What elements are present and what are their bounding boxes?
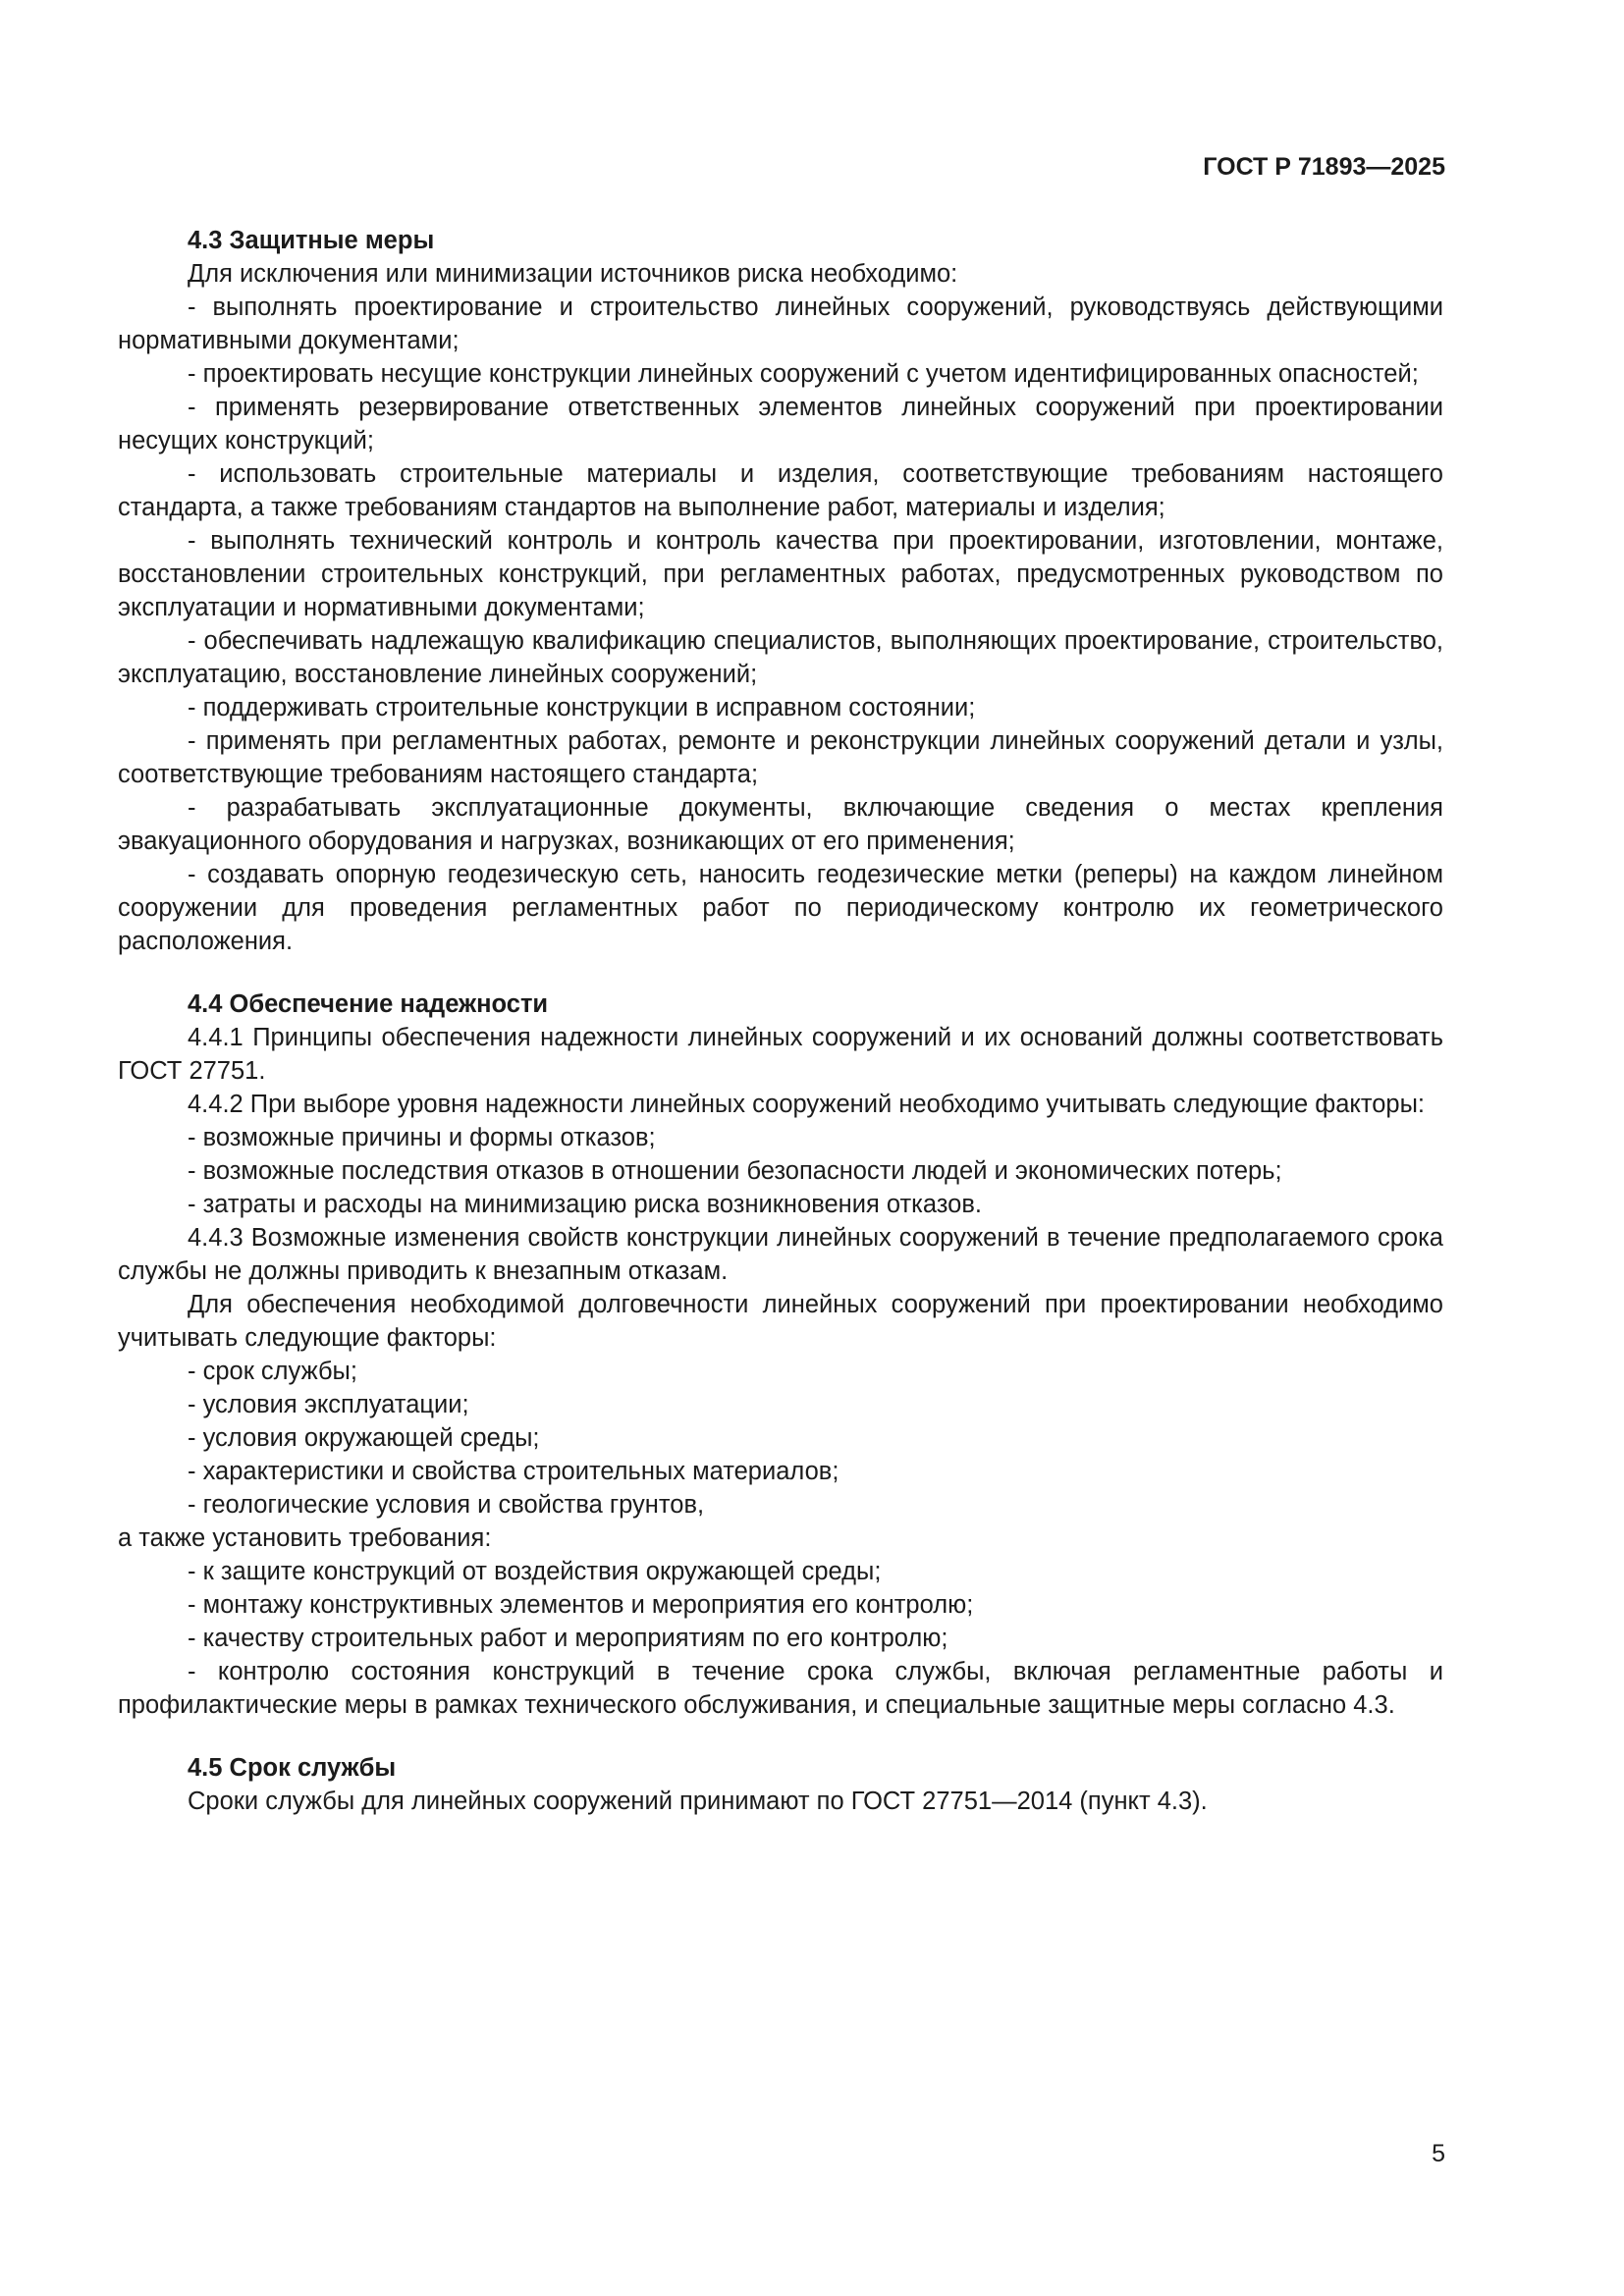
list-item: - затраты и расходы на минимизацию риска возникновения отказов. — [188, 1191, 982, 1218]
list-item: - разрабатывать эксплуатационные документы, включающие сведения о местах крепления эвакуационного оборудования и нагрузках, возникающих от его применения; — [118, 794, 1443, 855]
section-4-5-heading: 4.5 Срок службы — [188, 1754, 397, 1782]
requirements-intro: а также установить требования: — [118, 1524, 492, 1552]
section-4-3-heading: 4.3 Защитные меры — [188, 227, 435, 254]
list-item: - монтажу конструктивных элементов и мероприятия его контролю; — [188, 1591, 974, 1619]
list-item: - применять при регламентных работах, ремонте и реконструкции линейных сооружений детали и узлы, соответствующие требованиям настоящего стандарта; — [118, 727, 1443, 788]
list-item: - характеристики и свойства строительных материалов; — [188, 1458, 839, 1485]
list-item: - выполнять проектирование и строительство линейных сооружений, руководствуясь действующими нормативными документами; — [118, 294, 1443, 354]
list-item: - геологические условия и свойства грунтов, — [188, 1491, 705, 1519]
list-item: - качеству строительных работ и мероприятиям по его контролю; — [188, 1625, 948, 1652]
list-item: - создавать опорную геодезическую сеть, наносить геодезические метки (реперы) на каждом линейном сооружении для проведения регламентных работ по периодическому контролю их геометрического расположения. — [118, 861, 1443, 955]
list-item: - условия эксплуатации; — [188, 1391, 469, 1418]
list-item: - возможные причины и формы отказов; — [188, 1124, 656, 1151]
document-id-header: ГОСТ Р 71893—2025 — [1203, 153, 1445, 181]
list-item: - поддерживать строительные конструкции в исправном состоянии; — [188, 694, 976, 721]
section-4-3 — [118, 224, 1443, 958]
paragraph-4-4-3: 4.4.3 Возможные изменения свойств конструкции линейных сооружений в течение предполагаемого срока службы не должны приводить к внезапным отказам. — [118, 1224, 1443, 1285]
list-item: - контролю состояния конструкций в течение срока службы, включая регламентные работы и профилактические меры в рамках технического обслуживания, и специальные защитные меры согласно 4.3. — [118, 1658, 1443, 1719]
list-item: - условия окружающей среды; — [188, 1424, 540, 1452]
section-4-3-intro: Для исключения или минимизации источников риска необходимо: — [188, 260, 958, 288]
section-4-4 — [118, 988, 1443, 1722]
section-4-5 — [118, 1751, 1443, 1818]
list-item: - срок службы; — [188, 1358, 357, 1385]
list-item: - выполнять технический контроль и контроль качества при проектировании, изготовлении, монтаже, восстановлении строительных конструкций, при регламентных работах, предусмотренных руководством по эксплуатации и нормативными документами; — [118, 527, 1443, 621]
list-item: - возможные последствия отказов в отношении безопасности людей и экономических потерь; — [188, 1157, 1282, 1185]
list-item: - применять резервирование ответственных элементов линейных сооружений при проектировании несущих конструкций; — [118, 394, 1443, 454]
document-body — [118, 224, 1443, 1818]
section-4-4-heading: 4.4 Обеспечение надежности — [188, 990, 549, 1018]
paragraph-4-4-2: 4.4.2 При выборе уровня надежности линейных сооружений необходимо учитывать следующие факторы: — [188, 1091, 1426, 1118]
section-4-5-text: Сроки службы для линейных сооружений принимают по ГОСТ 27751—2014 (пункт 4.3). — [188, 1788, 1208, 1815]
list-item: - использовать строительные материалы и изделия, соответствующие требованиям настоящего стандарта, а также требованиям стандартов на выполнение работ, материалы и изделия; — [118, 460, 1443, 521]
list-item: - проектировать несущие конструкции линейных сооружений с учетом идентифицированных опасностей; — [188, 360, 1419, 388]
list-item: - обеспечивать надлежащую квалификацию специалистов, выполняющих проектирование, строительство, эксплуатацию, восстановление линейных сооружений; — [118, 627, 1443, 688]
page-number: 5 — [1432, 2140, 1445, 2167]
list-item: - к защите конструкций от воздействия окружающей среды; — [188, 1558, 882, 1585]
paragraph-4-4-1: 4.4.1 Принципы обеспечения надежности линейных сооружений и их оснований должны соответствовать ГОСТ 27751. — [118, 1024, 1443, 1085]
durability-intro: Для обеспечения необходимой долговечности линейных сооружений при проектировании необходимо учитывать следующие факторы: — [118, 1291, 1443, 1352]
